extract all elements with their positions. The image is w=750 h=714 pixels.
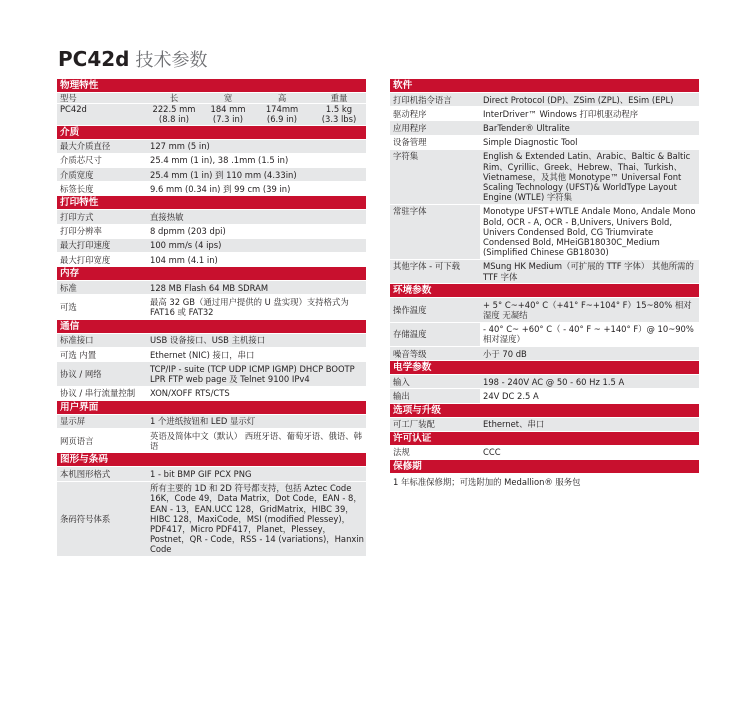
spec-row [390,389,699,402]
spec-value: 24V DC 2.5 A [483,390,539,401]
section-header: 保修期 [390,460,699,473]
spec-value: 25.4 mm (1 in) 到 110 mm (4.33in) [150,169,297,180]
spec-key: 最大介质直径 [60,141,111,152]
dim-blank [57,114,147,124]
spec-key: 常驻字体 [390,205,480,259]
spec-value: - 40° C~ +60° C（ - 40° F ~ +140° F）@ 10~90% 相对湿度） [483,324,694,345]
spec-key: 标准接口 [60,335,94,346]
section-header: 图形与条码 [57,453,366,466]
spec-key: 打印机指令语言 [393,94,452,105]
section-header: 打印特性 [57,196,366,209]
dim-header-length: 长 [169,93,179,103]
spec-value: 198 - 240V AC @ 50 - 60 Hz 1.5 A [483,376,625,387]
spec-row [57,140,366,153]
spec-value: CCC [483,447,501,458]
spec-key: 法规 [393,447,410,458]
spec-value: Ethernet (NIC) 接口，串口 [150,349,255,360]
spec-key: 应用程序 [393,122,427,133]
dim-header-model: 型号 [60,93,77,103]
section-header: 选项与升级 [390,404,699,417]
section-memory [57,267,366,319]
spec-row [57,429,366,452]
spec-key: 输入 [393,376,410,387]
spec-key: 操作温度 [393,304,427,315]
spec-value: 128 MB Flash 64 MB SDRAM [150,282,269,293]
spec-row [57,239,366,252]
spec-key: 输出 [390,389,480,402]
spec-key: 驱动程序 [393,108,427,119]
spec-key: 字符集 [393,151,419,162]
section-header: 电学参数 [390,361,699,374]
section-header: 用户界面 [57,401,366,414]
spec-key: 标签长度 [60,183,94,194]
dim-weight-kg: 1.5 kg [325,104,353,115]
spec-key: 协议 / 网络 [60,368,102,379]
spec-row [57,210,366,223]
dim-width-mm: 184 mm [210,104,246,115]
spec-key: 设备管理 [393,137,427,148]
spec-value: 1 - bit BMP GIF PCX PNG [150,468,252,479]
spec-key: 最大打印宽度 [60,254,111,265]
dim-width-in: (7.3 in) [212,114,244,125]
spec-key: 标准 [60,282,77,293]
spec-row [390,375,699,388]
spec-row [57,295,366,318]
spec-row [390,418,699,431]
spec-key: 打印方式 [60,211,94,222]
dim-header-width: 宽 [223,93,233,103]
spec-value: 104 mm (4.1 in) [150,254,218,265]
spec-value: 直接热敏 [150,211,184,222]
section-header: 内存 [57,267,366,280]
spec-row [390,93,699,106]
section-header: 通信 [57,320,366,333]
spec-key: 介质芯尺寸 [60,155,102,166]
dim-height-mm: 174mm [265,104,299,115]
model-name: PC42d [58,47,130,71]
spec-row [57,348,366,361]
spec-key: 条码符号体系 [60,513,111,524]
dim-weight-lbs: (3.3 lbs) [321,114,357,125]
page-subtitle: 技术参数 [135,50,208,71]
spec-row [390,107,699,120]
spec-row [57,415,366,428]
spec-row [390,323,699,346]
spec-row [390,446,699,459]
spec-value: 25.4 mm (1 in), 38 .1mm (1.5 in) [150,155,289,166]
spec-key: 噪音等级 [393,348,427,359]
dimensions-imperial-row [57,114,366,124]
spec-value: 100 mm/s (4 ips) [150,240,222,251]
spec-value: Direct Protocol (DP)、ZSim (ZPL)、ESim (EPL) [483,94,674,105]
spec-value: MSung HK Medium（可扩展的 TTF 字体） 其他所需的 TTF 字体 [483,261,694,282]
spec-row [57,467,366,480]
spec-row [57,387,366,400]
spec-key: 其他字体 - 可下载 [393,261,460,272]
spec-row [390,121,699,134]
section-physical [57,79,366,125]
spec-key: 可选 内置 [60,349,97,360]
spec-value: 9.6 mm (0.34 in) 到 99 cm (39 in) [150,183,291,194]
spec-row [57,182,366,195]
dim-length-mm: 222.5 mm [152,104,196,115]
spec-row [57,168,366,181]
section-software [390,79,699,283]
section-header: 软件 [390,79,699,92]
spec-key: 显示屏 [60,416,86,427]
dimensions-header-row [57,93,366,103]
spec-value: TCP/IP - suite (TCP UDP ICMP IGMP) DHCP BOOTP LPR FTP web page 及 Telnet 9100 IPv4 [150,363,355,384]
section-options [390,404,699,431]
spec-row [57,482,366,556]
spec-value: Monotype UFST+WTLE Andale Mono, Andale Mono Bold, OCR - A, OCR - B,Univers, Univers Bold, Univers Condensed Bold, CG Triumvirate Condensed Bold, MHeiGB18030C_Medium (Simplified Chinese GB18030) [483,206,696,258]
dim-header-weight: 重量 [330,93,348,103]
spec-value: InterDriver™ Windows 打印机驱动程序 [483,108,639,119]
spec-key: 网页语言 [60,435,94,446]
spec-value: 127 mm (5 in) [150,141,210,152]
section-user-interface [57,401,366,453]
spec-row [57,281,366,294]
spec-value: XON/XOFF RTS/CTS [150,388,230,399]
section-header: 介质 [57,126,366,139]
section-graphics-barcodes [57,453,366,556]
right-column [390,79,699,488]
section-print [57,196,366,266]
page-title [58,46,207,72]
spec-value: Simple Diagnostic Tool [483,137,578,148]
spec-key: 可选 [60,302,77,313]
section-header: 环境参数 [390,284,699,297]
spec-key: 介质宽度 [60,169,94,180]
spec-row [57,362,366,385]
spec-row [57,334,366,347]
section-electrical [390,361,699,402]
spec-value: Ethernet、串口 [483,419,545,430]
spec-value: 1 个进纸按钮和 LED 显示灯 [150,416,256,427]
spec-key: 可工厂装配 [393,419,435,430]
spec-row [390,298,699,321]
dim-model: PC42d [60,104,87,115]
spec-row [390,150,699,204]
spec-value: + 5° C~+40° C（+41° F~+104° F）15~80% 相对湿度 无凝结 [483,299,692,320]
section-environment [390,284,699,360]
spec-row [390,347,699,360]
spec-value: USB 设备接口、USB 主机接口 [150,335,266,346]
spec-key: 协议 / 串行流量控制 [60,388,136,399]
section-header: 许可认证 [390,432,699,445]
left-column [57,79,366,557]
dim-header-height: 高 [277,93,287,103]
section-certification [390,432,699,459]
dim-height-in: (6.9 in) [266,114,298,125]
spec-row [390,260,699,283]
spec-row [390,205,699,259]
spec-value: 英语及简体中文（默认） 西班牙语、葡萄牙语、俄语、韩语 [150,430,363,451]
spec-key: 最大打印速度 [60,240,111,251]
spec-key: 本机图形格式 [60,468,111,479]
spec-row [57,253,366,266]
spec-key: 存储温度 [390,323,480,346]
spec-row [57,154,366,167]
dim-length-in: (8.8 in) [158,114,190,125]
warranty-note: 1 年标准保修期；可选附加的 Medallion® 服务包 [393,477,581,488]
section-header: 物理特性 [57,79,366,92]
dimensions-table [57,93,366,125]
spec-value: 所有主要的 1D 和 2D 符号都支持，包括 Aztec Code 16K，Code 49，Data Matrix，Dot Code，EAN - 8，EAN - 13，EAN.UCC 128，GridMatrix，HIBC 39，HIBC 128，MaxiCode，MSI (modified Plessey)，PDF417，Micro PDF417，Planet，Plessey，Postnet，QR - Code，RSS - 14 (variations)，Hanxin Code [150,483,364,555]
section-communication [57,320,366,400]
spec-value: 小于 70 dB [483,348,527,359]
spec-key: 打印分辨率 [60,226,102,237]
spec-row [390,136,699,149]
spec-value: 8 dpmm (203 dpi) [150,226,226,237]
section-warranty [390,460,699,487]
spec-value: 最高 32 GB（通过用户提供的 U 盘实现）支持格式为 FAT16 或 FAT32 [150,296,349,318]
spec-value: English & Extended Latin、Arabic、Baltic & Baltic Rim、Cyrillic、Greek、Hebrew、Thai、Turkish、Vietnamese，及其他 Monotype™ Universal Font Scaling Technology (UFST)& WorldType Layout Engine (WTLE) 字符集 [483,151,691,203]
spec-row [57,225,366,238]
dimensions-value-row [57,104,366,114]
section-media [57,126,366,196]
spec-value: BarTender® Ultralite [483,122,570,133]
